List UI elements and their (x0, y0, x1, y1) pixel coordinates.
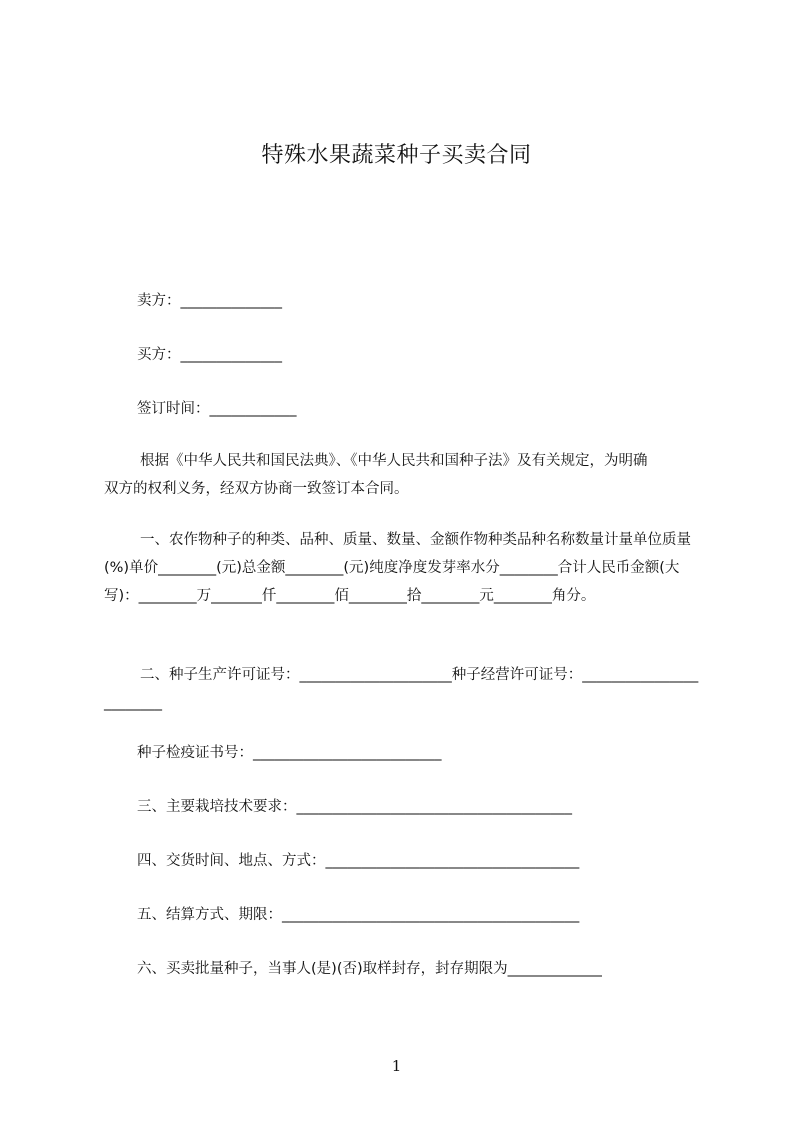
quarantine-certificate-field: 种子检疫证书号：__________________________ (137, 745, 442, 761)
document-title: 特殊水果蔬菜种子买卖合同 (261, 143, 532, 168)
clause-5-settlement: 五、结算方式、期限：_________________________________________ (137, 907, 580, 923)
clause-6-sampling: 六、买卖批量种子，当事人(是)(否)取样封存，封存期限为_____________ (137, 961, 602, 977)
buyer-field: 买方：______________ (137, 347, 282, 363)
seller-field: 卖方：______________ (137, 293, 282, 309)
page-number: 1 (391, 1057, 402, 1075)
intro-paragraph-line-2: 双方的权利义务，经双方协商一致签订本合同。 (104, 481, 409, 497)
clause-2-paragraph: 二、种子生产许可证号：_____________________种子经营许可证号：________________________ (104, 667, 699, 711)
clause-4-delivery: 四、交货时间、地点、方式：___________________________________ (137, 853, 580, 869)
intro-paragraph-line-1: 根据《中华人民共和国民法典》、《中华人民共和国种子法》及有关规定，为明确 (140, 453, 648, 469)
clause-1-paragraph: 一、农作物种子的种类、品种、质量、数量、金额作物种类品种名称数量计量单位质量(%)单价________(元)总金额________(元)纯度净度发芽率水分________合计人民币金额(大写)：________万_______仟________佰________拾________元________角分。 (104, 532, 691, 604)
clause-3-cultivation-requirements: 三、主要栽培技术要求：______________________________________ (137, 799, 572, 815)
sign-time-field: 签订时间：____________ (137, 401, 297, 417)
